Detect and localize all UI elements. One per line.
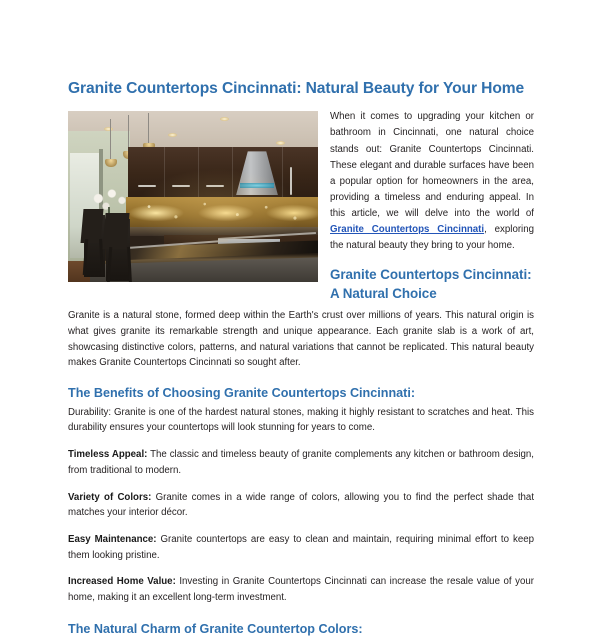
pendant-cord — [148, 113, 149, 143]
benefit-item — [68, 574, 534, 605]
benefit-text: Investing in Granite Countertops Cincinnati can increase the resale value of your home, making it an excellent long-term investment. — [68, 576, 534, 604]
benefit-term: Timeless Appeal: — [68, 449, 148, 461]
natural-choice-paragraph: Granite is a natural stone, formed deep within the Earth's crust over millions of years. This natural origin is what gives granite its remarkable strength and unique appearance. Each granite slab is a work of art, showcasing distinctive colors, patterns, and natural variations that cannot be replicated. This natural beauty makes Granite Countertops Cincinnati so sought after. — [68, 310, 534, 369]
intro-text-part-1: When it comes to upgrading your kitchen or bathroom in Cincinnati, one natural choice stands out: Granite Countertops Cincinnati. These elegant and durable surfaces have been a popular option for homeowners in the area, providing a timeless and enduring appeal. In this article, we will delve into the world of — [330, 111, 534, 219]
cabinet-seam — [164, 147, 165, 199]
benefit-text: Granite countertops are easy to clean and maintain, requiring minimal effort to keep them looking pristine. — [68, 534, 534, 561]
benefit-item — [68, 405, 534, 436]
bar-stool-back — [102, 213, 129, 249]
section-heading-natural-choice: Granite Countertops Cincinnati: A Natural Choice — [330, 267, 532, 301]
hood-light — [240, 183, 274, 188]
benefit-text: Granite is one of the hardest natural stones, making it highly resistant to scratches and heat. This durability ensures your countertops will look stunning for years to come. — [68, 406, 534, 434]
cabinet-seam — [232, 147, 233, 199]
benefit-term: Durability: — [68, 406, 112, 418]
photo-backsplash-sparkle — [126, 197, 318, 229]
benefit-item — [68, 447, 534, 478]
section-heading-benefits: The Benefits of Choosing Granite Countertops Cincinnati: — [68, 386, 416, 401]
section-heading-charm: The Natural Charm of Granite Countertop Colors: — [68, 621, 363, 636]
benefit-text: The classic and timeless beauty of granite complements any kitchen or bathroom design, from traditional to modern. — [68, 449, 534, 476]
benefit-item — [68, 532, 534, 563]
pendant-cord — [110, 119, 111, 159]
cabinet-handle — [290, 167, 292, 195]
kitchen-photo — [68, 111, 318, 282]
granite-countertops-cincinnati-link[interactable]: Granite Countertops Cincinnati — [330, 224, 485, 236]
benefit-term: Increased Home Value: — [68, 576, 176, 588]
intro-text-part-2: , exploring the natural beauty they bring to your home. — [330, 224, 534, 252]
benefit-item — [68, 490, 534, 521]
document-body — [68, 78, 534, 639]
pendant-cord — [128, 115, 129, 151]
benefit-text: Granite comes in a wide range of colors, allowing you to find the perfect shade that matches your interior décor. — [68, 491, 535, 519]
page-title: Granite Countertops Cincinnati: Natural Beauty for Your Home — [68, 80, 525, 97]
benefit-term: Easy Maintenance: — [68, 534, 157, 546]
cabinet-seam — [198, 147, 199, 199]
cabinet-seam — [282, 147, 283, 199]
benefit-term: Variety of Colors: — [68, 491, 152, 503]
